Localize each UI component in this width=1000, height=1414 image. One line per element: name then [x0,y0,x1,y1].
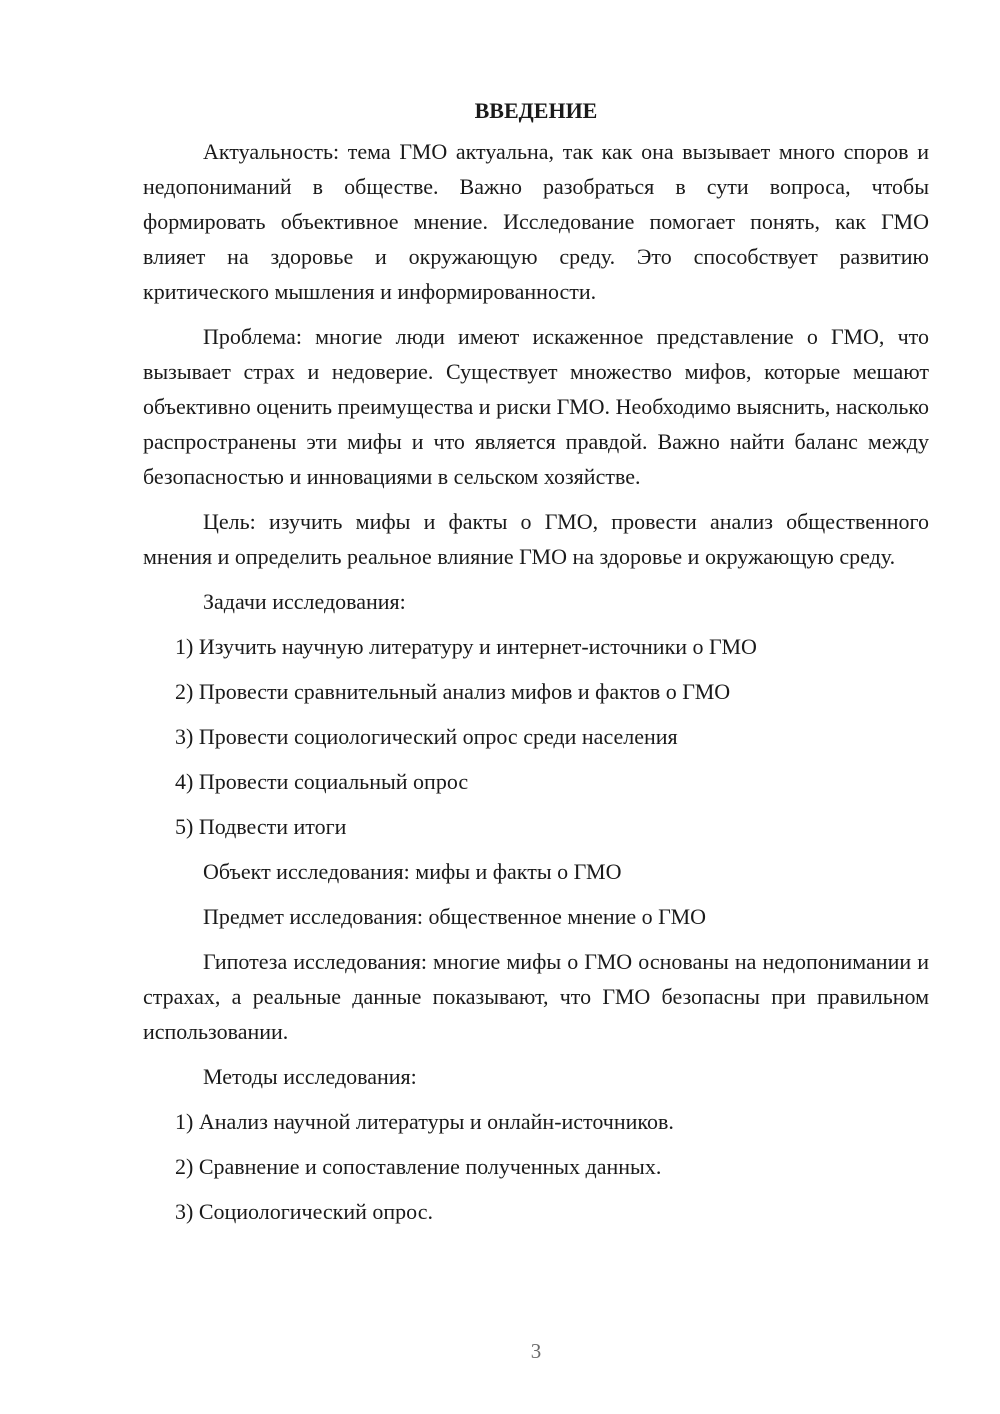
page-number: 3 [530,1339,542,1363]
method-item: 2) Сравнение и сопоставление полученных данных. [175,1154,662,1179]
methods-heading: Методы исследования: [203,1064,417,1089]
tasks-heading: Задачи исследования: [203,589,406,614]
method-item: 3) Социологический опрос. [175,1199,433,1224]
task-item: 2) Провести сравнительный анализ мифов и фактов о ГМО [175,679,731,704]
task-item: 5) Подвести итоги [175,814,347,839]
relevance-paragraph: Актуальность: тема ГМО актуальна, так как она вызывает много споров и недопониманий в обществе. Важно разобраться в сути вопроса, чтобы формировать объективное мнение. Исследование помогает понять, как ГМО влияет на здоровье и окружающую среду. Это способствует развитию критического мышления и информированности. [143,139,929,304]
document-page [143,96,929,1239]
task-item: 4) Провести социальный опрос [175,769,469,794]
method-item: 1) Анализ научной литературы и онлайн-источников. [175,1109,674,1134]
task-item: 1) Изучить научную литературу и интернет-источники о ГМО [175,634,757,659]
subject-line: Предмет исследования: общественное мнение о ГМО [203,904,707,929]
hypothesis-paragraph: Гипотеза исследования: многие мифы о ГМО основаны на недопонимании и страхах, а реальные данные показывают, что ГМО безопасны при правильном использовании. [143,949,929,1044]
page-title: ВВЕДЕНИЕ [474,98,598,123]
problem-paragraph: Проблема: многие люди имеют искаженное представление о ГМО, что вызывает страх и недоверие. Существует множество мифов, которые мешают объективно оценить преимущества и риски ГМО. Необходимо выяснить, насколько распространены эти мифы и что является правдой. Важно найти баланс между безопасностью и инновациями в сельском хозяйстве. [143,324,929,489]
task-item: 3) Провести социологический опрос среди населения [175,724,678,749]
goal-paragraph: Цель: изучить мифы и факты о ГМО, провести анализ общественного мнения и определить реальное влияние ГМО на здоровье и окружающую среду. [143,509,929,569]
object-line: Объект исследования: мифы и факты о ГМО [203,859,622,884]
